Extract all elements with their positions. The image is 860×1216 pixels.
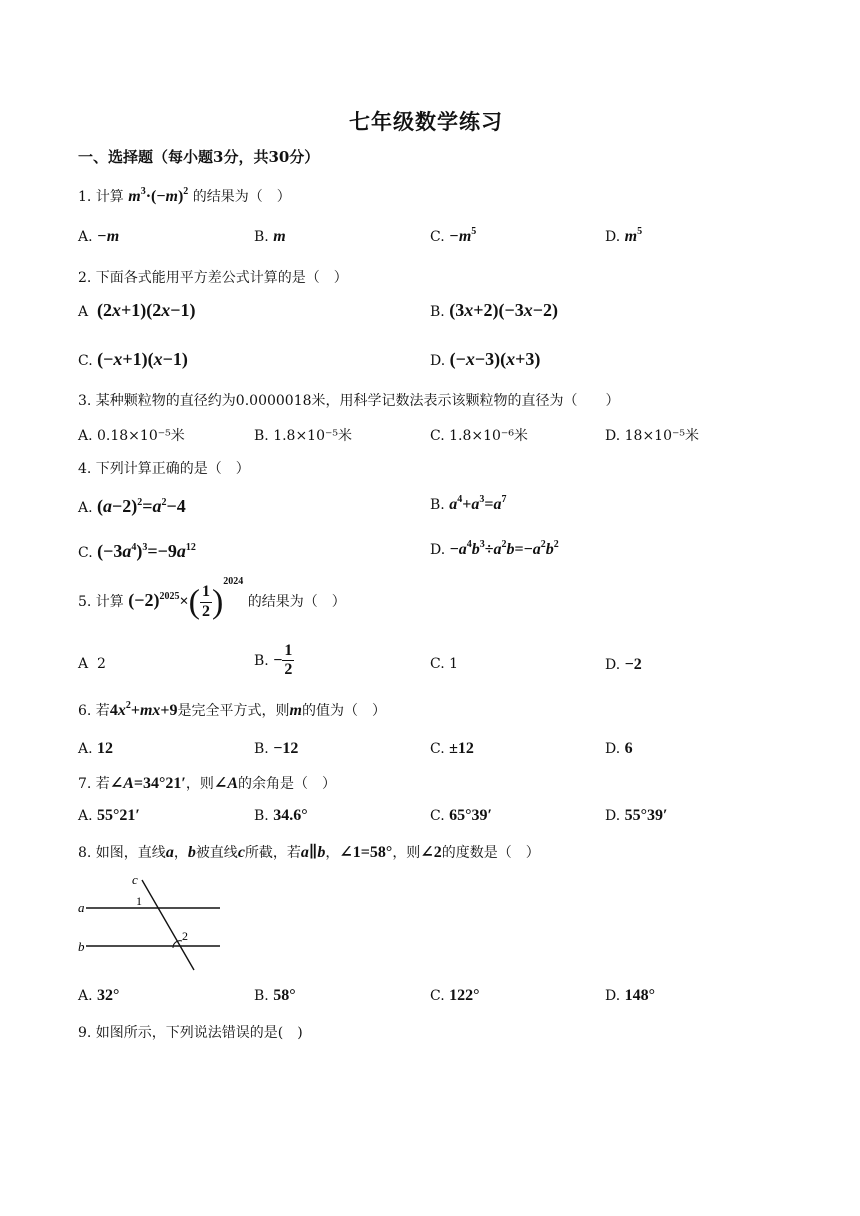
q4-option-c: C. $(-3a^4)^3=-9a^{12}$ <box>78 541 196 561</box>
q7-option-b: B. 34.6° <box>254 807 308 824</box>
q5-option-a: A 2 <box>78 656 106 672</box>
question-6: 6. 若$4x^2+mx+9$是完全平方式，则m的值为（ ） <box>78 700 386 719</box>
q8-figure <box>70 868 230 978</box>
q6-option-b: B. −12 <box>254 740 299 757</box>
q8-option-b: B. 58° <box>254 987 296 1004</box>
q5-option-b: B. − $\frac{1}{2}$ <box>254 642 293 679</box>
q7-option-c: C. 65°39′ <box>430 807 493 824</box>
q1-post: 的结果为（ ） <box>192 189 291 205</box>
question-5: 5. 计算 $(-2)^{2025}\times$( $\frac{1}{2}$ )$^{2024}$ 的结果为（ ） <box>78 576 346 621</box>
q1-number: 1. <box>78 189 92 205</box>
question-7: 7. 若∠A=34°21′，则∠A的余角是（ ） <box>78 775 336 792</box>
q4-option-d: D. $-a^4b^3\div a^2b=-a^2b^2$ <box>430 539 559 558</box>
q8-option-a: A. 32° <box>78 987 120 1004</box>
q5-option-c: C. 1 <box>430 656 459 672</box>
q6-option-c: C. ±12 <box>430 740 474 757</box>
q5-option-d: D. −2 <box>605 656 642 673</box>
q7-option-d: D. 55°39′ <box>605 807 668 824</box>
label-c: c <box>132 872 138 887</box>
section-heading: 一、选择题（每小题3分，共30分） <box>78 148 320 166</box>
line-c <box>142 880 194 970</box>
q2-option-b: B. (3x+2)(−3x−2) <box>430 300 558 320</box>
question-9: 9. 如图所示，下列说法错误的是( ) <box>78 1025 303 1041</box>
question-2: 2. 下面各式能用平方差公式计算的是（ ） <box>78 270 348 286</box>
label-b: b <box>78 939 85 954</box>
q3-option-d: D. 18×10⁻⁵米 <box>605 428 699 444</box>
page-title: 七年级数学练习 <box>349 109 503 134</box>
q3-option-a: A. 0.18×10⁻⁵米 <box>78 428 185 444</box>
label-angle-2: 2 <box>182 929 188 943</box>
q1-expression: $m^3\cdot(-m)^2$ <box>128 186 189 205</box>
q8-option-c: C. 122° <box>430 987 480 1004</box>
q1-pre: 计算 <box>95 189 124 205</box>
question-3: 3. 某种颗粒物的直径约为0.0000018米，用科学记数法表示该颗粒物的直径为（ ） <box>78 393 620 409</box>
q1-option-a: A. −m <box>78 228 120 245</box>
q6-option-d: D. 6 <box>605 740 633 757</box>
q4-option-b: B. $a^4+a^3=a^7$ <box>430 494 507 513</box>
q7-option-a: A. 55°21′ <box>78 807 140 824</box>
question-8: 8. 如图，直线a，b被直线c所截，若a∥b，∠1=58°，则∠2的度数是（ ） <box>78 844 540 861</box>
q1-option-c: C. $-m^5$ <box>430 226 477 245</box>
label-a: a <box>78 900 85 915</box>
label-angle-1: 1 <box>136 894 142 908</box>
question-4: 4. 下列计算正确的是（ ） <box>78 461 250 477</box>
q1-option-b: B. m <box>254 228 286 245</box>
question-1 <box>78 186 291 206</box>
q3-option-c: C. 1.8×10⁻⁶米 <box>430 428 528 444</box>
q8-option-d: D. 148° <box>605 987 656 1004</box>
q2-option-a: A (2x+1)(2x−1) <box>78 300 196 320</box>
q1-option-d: D. $m^5$ <box>605 226 643 245</box>
q2-option-c: C. (−x+1)(x−1) <box>78 349 188 369</box>
q2-option-d: D. (−x−3)(x+3) <box>430 349 541 369</box>
q6-option-a: A. 12 <box>78 740 114 757</box>
q5-expression: $(-2)^{2025}\times$( $\frac{1}{2}$ )$^{2024}$ <box>128 576 244 621</box>
q3-option-b: B. 1.8×10⁻⁵米 <box>254 428 352 444</box>
q4-option-a: A. $(a-2)^2=a^2-4$ <box>78 496 186 516</box>
